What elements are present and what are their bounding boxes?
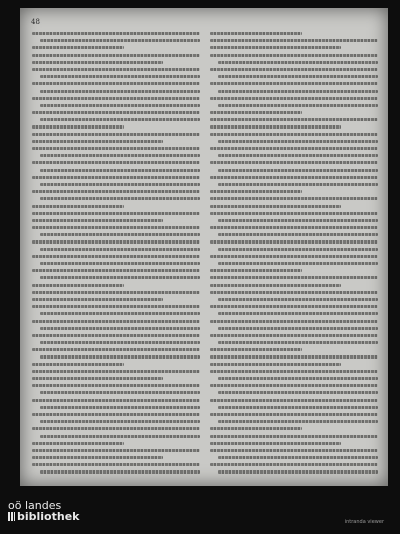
text-line (210, 463, 378, 466)
text-line (32, 463, 200, 466)
text-line (40, 276, 200, 279)
text-line (210, 161, 378, 164)
logo-line-1: oö landes (8, 499, 62, 512)
text-line (32, 61, 163, 64)
text-line (210, 355, 378, 358)
text-line (32, 111, 200, 114)
text-line (40, 154, 200, 157)
text-line (40, 355, 200, 358)
text-line (32, 427, 200, 430)
text-line (32, 305, 200, 308)
text-line (218, 262, 378, 265)
text-line (210, 133, 378, 136)
text-line (210, 384, 378, 387)
text-line (218, 312, 378, 315)
text-line (210, 82, 378, 85)
viewer-label: intranda viewer (344, 519, 384, 525)
text-line (40, 406, 200, 409)
text-line (210, 240, 378, 243)
text-line (210, 54, 378, 57)
text-line (210, 363, 341, 366)
text-line (40, 262, 200, 265)
library-logo[interactable] (8, 500, 79, 522)
text-line (210, 212, 378, 215)
text-line (40, 118, 200, 121)
text-line (210, 68, 378, 71)
text-line (40, 391, 200, 394)
text-line (218, 104, 378, 107)
text-line (32, 284, 124, 287)
text-line (40, 104, 200, 107)
text-line (40, 341, 200, 344)
text-line (32, 133, 200, 136)
text-line (32, 334, 200, 337)
text-line (218, 233, 378, 236)
text-line (32, 413, 200, 416)
text-line (32, 97, 200, 100)
scanned-directory-page (20, 8, 388, 486)
right-column-text (210, 32, 378, 478)
text-line (210, 284, 341, 287)
text-line (218, 456, 378, 459)
text-line (210, 97, 378, 100)
text-line (32, 219, 163, 222)
text-line (40, 327, 200, 330)
text-line (32, 46, 124, 49)
text-line (210, 147, 378, 150)
text-line (210, 197, 378, 200)
text-line (210, 46, 341, 49)
text-line (32, 399, 200, 402)
text-line (32, 269, 200, 272)
text-line (32, 68, 200, 71)
text-line (32, 442, 124, 445)
logo-line-2: bibliothek (17, 510, 80, 523)
text-line (210, 190, 302, 193)
text-line (218, 341, 378, 344)
text-line (218, 75, 378, 78)
text-line (32, 54, 200, 57)
text-line (40, 233, 200, 236)
text-line (210, 348, 302, 351)
text-line (40, 39, 200, 42)
text-line (218, 406, 378, 409)
text-line (210, 255, 378, 258)
text-line (32, 363, 124, 366)
text-line (40, 183, 200, 186)
text-line (32, 32, 200, 35)
text-line (210, 205, 341, 208)
text-line (32, 147, 200, 150)
text-line (40, 197, 200, 200)
text-line (40, 169, 200, 172)
text-line (210, 305, 378, 308)
text-line (32, 176, 200, 179)
text-line (210, 370, 378, 373)
text-line (218, 183, 378, 186)
text-line (32, 377, 163, 380)
text-line (218, 391, 378, 394)
text-line (218, 377, 378, 380)
page-number: 48 (31, 18, 40, 26)
text-line (218, 169, 378, 172)
text-line (32, 226, 200, 229)
text-line (32, 348, 200, 351)
text-line (32, 205, 124, 208)
text-line (218, 140, 378, 143)
left-column-text (32, 32, 200, 478)
text-line (210, 125, 341, 128)
text-line (32, 140, 163, 143)
text-line (32, 370, 200, 373)
text-line (210, 176, 378, 179)
text-line (40, 75, 200, 78)
text-line (218, 470, 378, 473)
text-line (210, 442, 341, 445)
text-line (218, 219, 378, 222)
text-line (40, 90, 200, 93)
text-line (210, 269, 302, 272)
text-line (32, 384, 200, 387)
text-line (218, 248, 378, 251)
text-line (32, 161, 200, 164)
text-line (210, 449, 378, 452)
text-line (32, 298, 163, 301)
text-line (32, 320, 200, 323)
text-line (40, 312, 200, 315)
text-line (218, 90, 378, 93)
text-line (32, 240, 200, 243)
text-line (210, 399, 378, 402)
logo-bars-icon (8, 512, 15, 521)
text-line (218, 420, 378, 423)
text-line (218, 61, 378, 64)
text-line (210, 320, 378, 323)
text-line (210, 39, 378, 42)
text-line (32, 449, 200, 452)
text-line (210, 413, 378, 416)
text-line (40, 470, 200, 473)
text-line (210, 435, 378, 438)
text-line (218, 327, 378, 330)
text-line (210, 226, 378, 229)
text-line (32, 291, 200, 294)
text-line (218, 298, 378, 301)
text-line (32, 456, 163, 459)
text-line (32, 125, 124, 128)
text-line (40, 420, 200, 423)
text-line (218, 154, 378, 157)
text-line (210, 32, 302, 35)
text-line (32, 255, 200, 258)
text-line (210, 111, 302, 114)
text-line (210, 334, 378, 337)
text-line (40, 248, 200, 251)
text-line (32, 190, 200, 193)
text-line (210, 276, 378, 279)
text-line (32, 212, 200, 215)
text-line (40, 435, 200, 438)
text-line (210, 427, 302, 430)
text-line (210, 118, 378, 121)
text-line (32, 82, 200, 85)
text-line (210, 291, 378, 294)
